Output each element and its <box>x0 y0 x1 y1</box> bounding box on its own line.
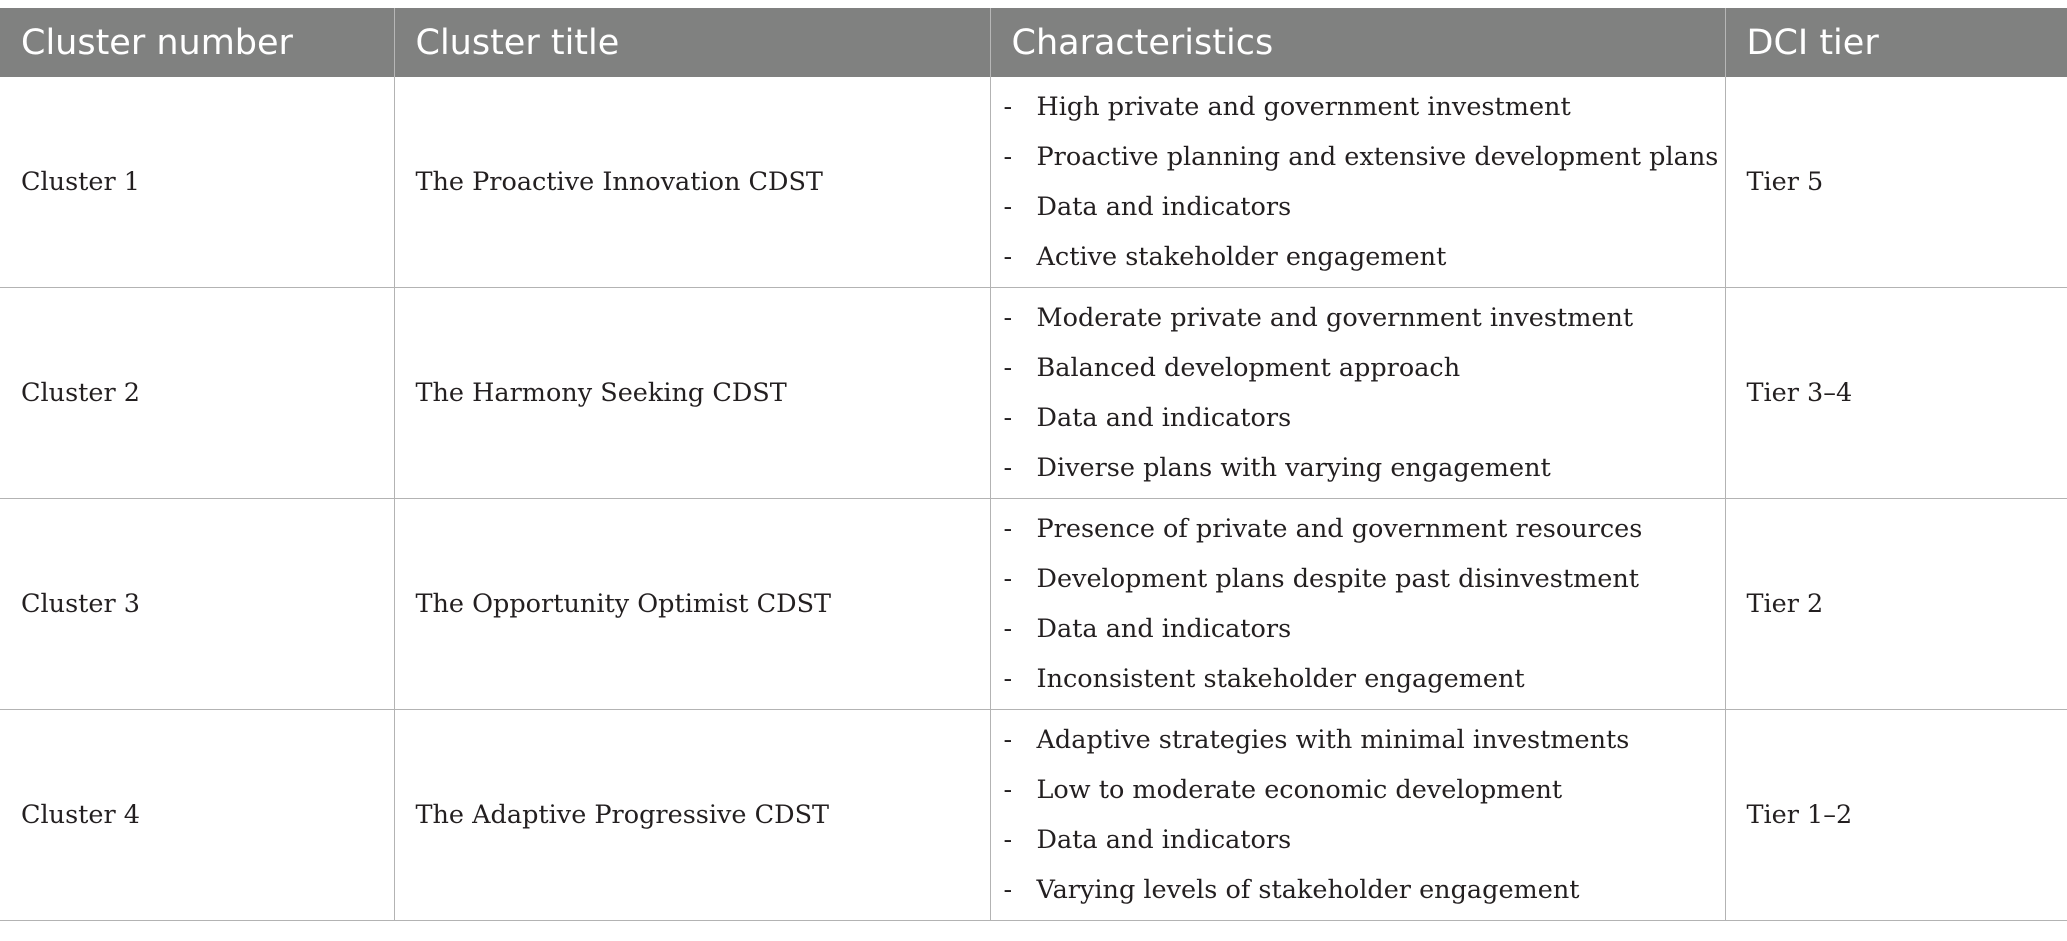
bullet-dash: - <box>1003 514 1013 544</box>
header-cluster-title: Cluster title <box>394 8 990 77</box>
table-body <box>0 77 2067 921</box>
characteristic-text: Active stakeholder engagement <box>1036 242 1447 272</box>
characteristic-item <box>1004 82 1725 132</box>
cluster-title-cell: The Adaptive Progressive CDST <box>394 710 990 921</box>
characteristics-list <box>1004 715 1725 915</box>
characteristics-cell <box>990 77 1725 288</box>
cluster-title-cell: The Opportunity Optimist CDST <box>394 499 990 710</box>
characteristic-text: Presence of private and government resources <box>1036 514 1643 544</box>
characteristic-text: Adaptive strategies with minimal investments <box>1036 725 1630 755</box>
cluster-number-cell: Cluster 3 <box>0 499 394 710</box>
cluster-title-cell: The Harmony Seeking CDST <box>394 288 990 499</box>
characteristic-text: Varying levels of stakeholder engagement <box>1036 875 1580 905</box>
dci-tier-cell: Tier 5 <box>1725 77 2067 288</box>
cluster-title-cell: The Proactive Innovation CDST <box>394 77 990 288</box>
characteristic-text: Moderate private and government investment <box>1036 303 1634 333</box>
characteristic-item <box>1004 815 1725 865</box>
bullet-dash: - <box>1003 875 1013 905</box>
dci-tier-cell: Tier 3–4 <box>1725 288 2067 499</box>
characteristics-list <box>1004 504 1725 704</box>
characteristic-item <box>1004 393 1725 443</box>
bullet-dash: - <box>1003 353 1013 383</box>
characteristic-item <box>1004 765 1725 815</box>
characteristic-item <box>1004 343 1725 393</box>
cluster-number-cell: Cluster 4 <box>0 710 394 921</box>
dci-tier-cell: Tier 1–2 <box>1725 710 2067 921</box>
bullet-dash: - <box>1003 825 1013 855</box>
characteristic-text: Proactive planning and extensive development plans <box>1036 142 1719 172</box>
characteristic-item <box>1004 232 1725 282</box>
bullet-dash: - <box>1003 92 1013 122</box>
characteristic-text: Inconsistent stakeholder engagement <box>1036 664 1525 694</box>
characteristics-cell <box>990 288 1725 499</box>
cluster-table <box>0 8 2067 921</box>
bullet-dash: - <box>1003 725 1013 755</box>
table-row <box>0 288 2067 499</box>
characteristics-list <box>1004 293 1725 493</box>
header-characteristics: Characteristics <box>990 8 1725 77</box>
bullet-dash: - <box>1003 564 1013 594</box>
table-row <box>0 77 2067 288</box>
table-row <box>0 499 2067 710</box>
characteristic-text: Data and indicators <box>1036 825 1292 855</box>
header-row <box>0 8 2067 77</box>
characteristic-item <box>1004 504 1725 554</box>
characteristic-text: Diverse plans with varying engagement <box>1036 453 1551 483</box>
characteristics-cell <box>990 710 1725 921</box>
characteristics-list <box>1004 82 1725 282</box>
characteristic-item <box>1004 182 1725 232</box>
bullet-dash: - <box>1003 664 1013 694</box>
bullet-dash: - <box>1003 142 1013 172</box>
characteristic-item <box>1004 715 1725 765</box>
bullet-dash: - <box>1003 614 1013 644</box>
characteristic-text: Data and indicators <box>1036 614 1292 644</box>
characteristic-text: High private and government investment <box>1036 92 1571 122</box>
cluster-number-cell: Cluster 2 <box>0 288 394 499</box>
characteristic-item <box>1004 604 1725 654</box>
characteristic-item <box>1004 443 1725 493</box>
bullet-dash: - <box>1003 775 1013 805</box>
characteristic-text: Balanced development approach <box>1036 353 1461 383</box>
characteristic-item <box>1004 132 1725 182</box>
characteristic-item <box>1004 865 1725 915</box>
bullet-dash: - <box>1003 192 1013 222</box>
characteristic-text: Development plans despite past disinvestment <box>1036 564 1640 594</box>
bullet-dash: - <box>1003 453 1013 483</box>
characteristics-cell <box>990 499 1725 710</box>
bullet-dash: - <box>1003 303 1013 333</box>
characteristic-text: Low to moderate economic development <box>1036 775 1563 805</box>
table-header <box>0 8 2067 77</box>
bullet-dash: - <box>1003 242 1013 272</box>
characteristic-item <box>1004 554 1725 604</box>
header-dci-tier: DCI tier <box>1725 8 2067 77</box>
characteristic-text: Data and indicators <box>1036 403 1292 433</box>
bullet-dash: - <box>1003 403 1013 433</box>
table-row <box>0 710 2067 921</box>
cluster-number-cell: Cluster 1 <box>0 77 394 288</box>
characteristic-item <box>1004 293 1725 343</box>
characteristic-text: Data and indicators <box>1036 192 1292 222</box>
header-cluster-number: Cluster number <box>0 8 394 77</box>
dci-tier-cell: Tier 2 <box>1725 499 2067 710</box>
characteristic-item <box>1004 654 1725 704</box>
